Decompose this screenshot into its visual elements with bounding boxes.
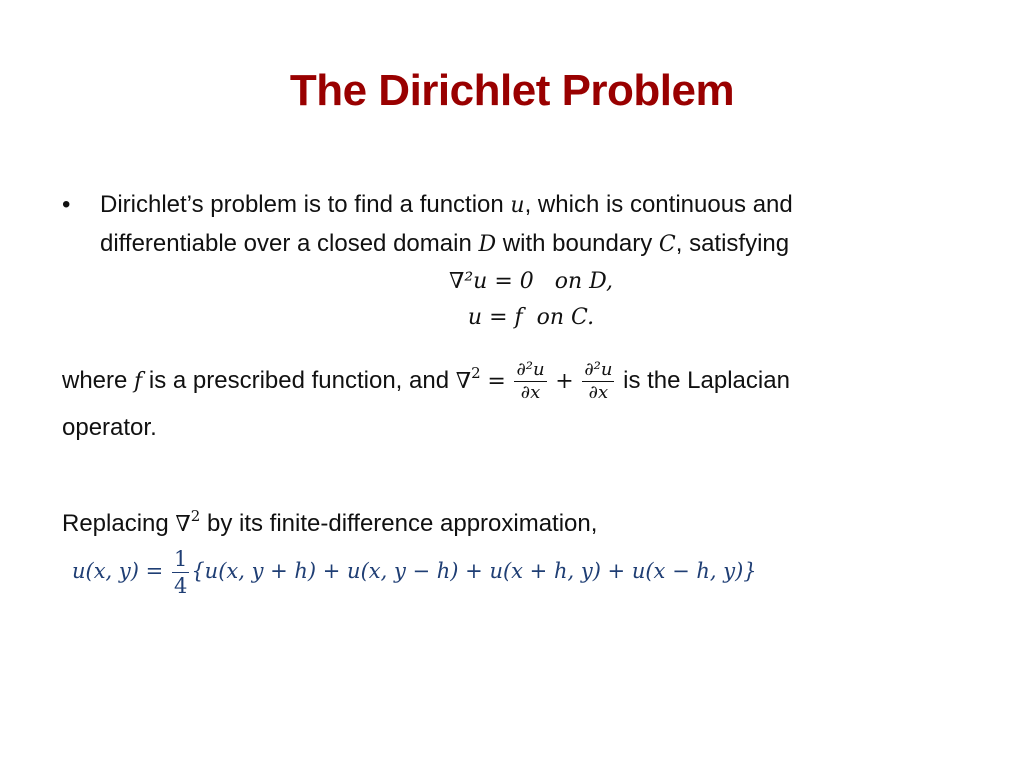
bullet-text-4: with boundary [502,230,653,257]
slide-title: The Dirichlet Problem [289,66,735,115]
bullet-text-5: , satisfying [675,230,790,257]
equation-boundary: u = f on C. [467,305,595,330]
bullet-text-1: Dirichlet’s problem is to find a function [100,191,504,218]
bullet-text-2: , which is continuous and [524,191,793,218]
var-D: D [478,232,497,257]
bullet-text-3: differentiable over a closed domain [100,230,472,257]
equals-sign: = [487,369,506,394]
bullet-item [62,186,962,264]
where-text-1: where [62,367,128,394]
replacing-paragraph [62,497,962,544]
where-paragraph [62,350,962,451]
where-text-4: operator. [62,414,157,441]
var-u: u [510,193,525,218]
replacing-text-2: by its finite-difference approximation, [207,510,598,537]
nabla-symbol-2: ∇$^2$ [175,507,201,537]
equation-lhs: u(x, y) = [72,559,164,583]
partial-fraction-1: $\frac{\text{∂²u}}{\partial x}$ [516,359,545,404]
var-C: C [658,232,676,257]
nabla-symbol: ∇$^2$ [455,364,481,394]
one-quarter-fraction: $\frac{1}{4}$ [173,547,188,598]
where-text-2: is a prescribed function, and [148,367,450,394]
finite-difference-equation [72,546,962,599]
where-text-3: is the Laplacian [623,367,790,394]
bullet-marker: • [62,191,71,218]
plus-sign: + [555,369,574,394]
equation-laplace: ∇²u = 0 on D, [448,269,613,294]
slide-content [62,186,962,599]
var-f: f [134,369,143,394]
partial-fraction-2: $\frac{\text{∂²u}}{\partial x}$ [584,359,613,404]
equation-rhs: {u(x, y + h) + u(x, y − h) + u(x + h, y) + u(x − h, y)} [191,559,757,583]
replacing-text-1: Replacing [62,510,169,537]
